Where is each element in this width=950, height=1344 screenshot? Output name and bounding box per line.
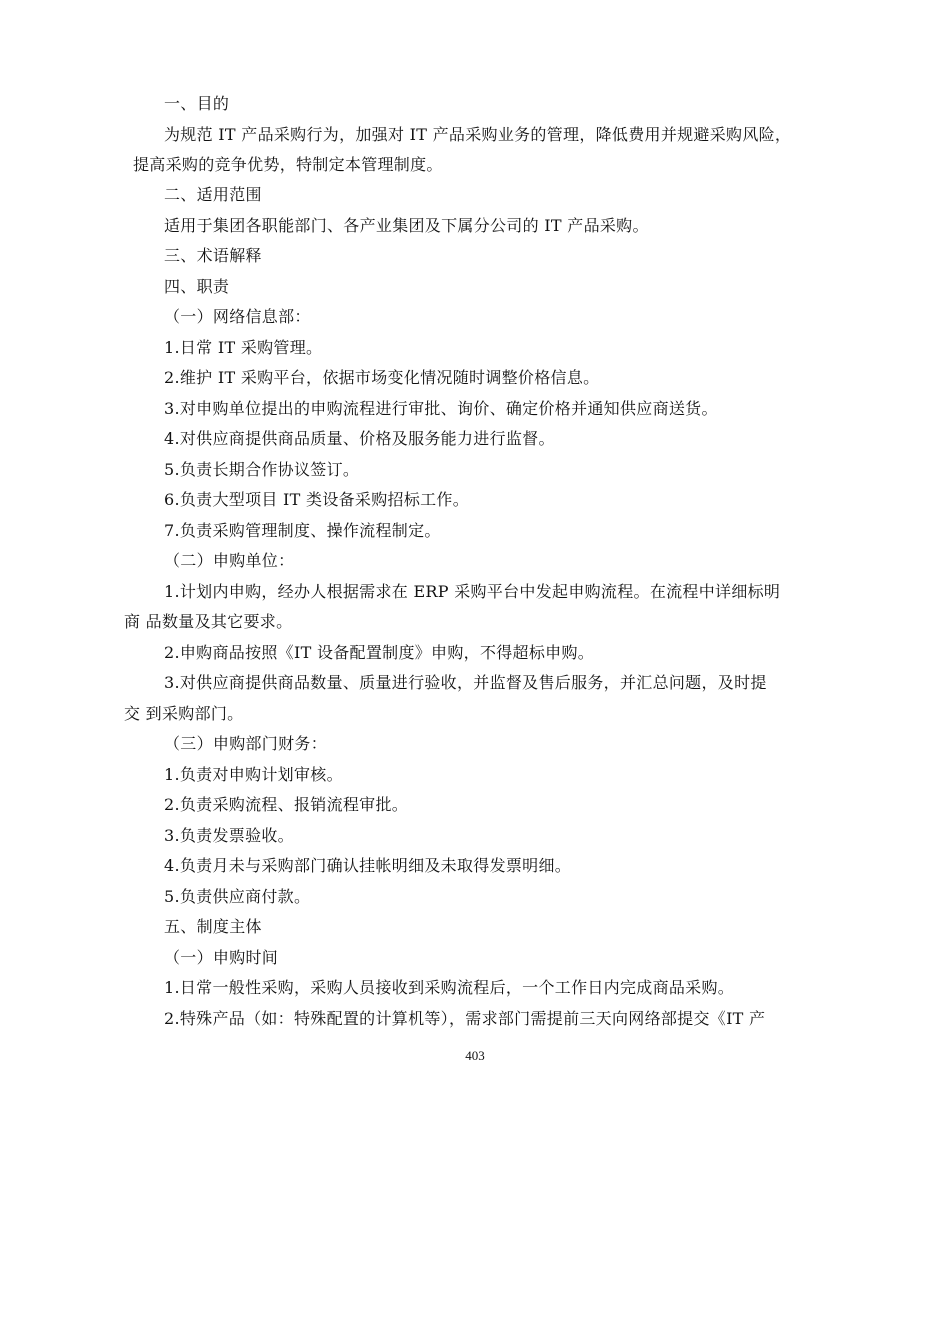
line-25: 3.负责发票验收。: [164, 826, 294, 845]
line-26: 4.负责月未与采购部门确认挂帐明细及未取得发票明细。: [164, 856, 572, 875]
line-28: 五、制度主体: [164, 917, 262, 936]
line-14: 6.负责大型项目 IT 类设备采购招标工作。: [164, 490, 470, 509]
line-10: 2.维护 IT 采购平台，依据市场变化情况随时调整价格信息。: [164, 368, 600, 387]
line-15: 7.负责采购管理制度、操作流程制定。: [164, 521, 441, 540]
line-11: 3.对申购单位提出的申购流程进行审批、询价、确定价格并通知供应商送货。: [164, 399, 718, 418]
line-9: 1.日常 IT 采购管理。: [164, 338, 323, 357]
line-6: 三、术语解释: [164, 246, 262, 265]
line-17: 1.计划内申购，经办人根据需求在 ERP 采购平台中发起申购流程。在流程中详细标明: [164, 582, 781, 601]
line-21: 交 到采购部门。: [124, 704, 244, 723]
line-8: （一）网络信息部：: [164, 307, 311, 326]
page-number: 403: [465, 1048, 485, 1063]
line-2: 为规范 IT 产品采购行为，加强对 IT 产品采购业务的管理，降低费用并规避采购风险，: [164, 125, 792, 144]
line-22: （三）申购部门财务：: [164, 734, 328, 753]
line-24: 2.负责采购流程、报销流程审批。: [164, 795, 409, 814]
line-4: 二、适用范围: [164, 185, 262, 204]
line-20: 3.对供应商提供商品数量、质量进行验收，并监督及售后服务，并汇总问题，及时提: [164, 673, 767, 692]
line-3: 提高采购的竞争优势，特制定本管理制度。: [133, 155, 443, 174]
line-29: （一）申购时间: [164, 948, 279, 967]
line-7: 四、职责: [164, 277, 230, 296]
line-18: 商 品数量及其它要求。: [124, 612, 293, 631]
line-23: 1.负责对申购计划审核。: [164, 765, 343, 784]
line-27: 5.负责供应商付款。: [164, 887, 311, 906]
line-5: 适用于集团各职能部门、各产业集团及下属分公司的 IT 产品采购。: [164, 216, 649, 235]
line-31: 2.特殊产品（如：特殊配置的计算机等），需求部门需提前三天向网络部提交《IT 产: [164, 1009, 766, 1028]
line-30: 1.日常一般性采购，采购人员接收到采购流程后，一个工作日内完成商品采购。: [164, 978, 735, 997]
line-19: 2.申购商品按照《IT 设备配置制度》申购，不得超标申购。: [164, 643, 595, 662]
line-12: 4.对供应商提供商品质量、价格及服务能力进行监督。: [164, 429, 555, 448]
line-13: 5.负责长期合作协议签订。: [164, 460, 360, 479]
line-1: 一、目的: [164, 94, 230, 113]
line-16: （二）申购单位：: [164, 551, 295, 570]
